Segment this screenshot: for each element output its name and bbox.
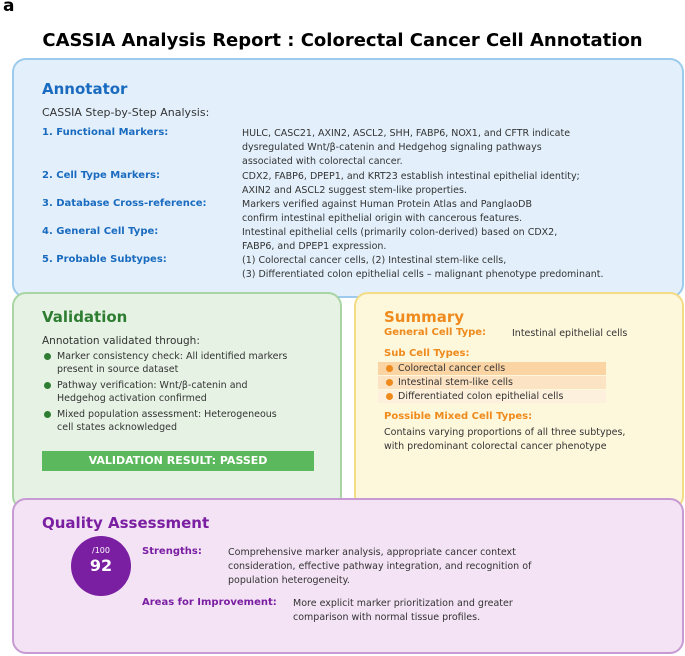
- mixed-cell-types-label: Possible Mixed Cell Types:: [384, 411, 533, 422]
- step-text-4: Intestinal epithelial cells (primarily colon-derived) based on CDX2, FABP6, and DPEP1 expression.: [242, 227, 558, 252]
- bullet-dot-icon: [44, 353, 51, 360]
- general-cell-type-value: Intestinal epithelial cells: [512, 328, 628, 339]
- step-text-1: HULC, CASC21, AXIN2, ASCL2, SHH, FABP6, NOX1, and CFTR indicate dysregulated Wnt/β-catenin and Hedgehog signaling pathways associated with colorectal cancer.: [242, 128, 571, 167]
- panel-label: a: [3, 0, 15, 16]
- bullet-dot-icon: [386, 365, 393, 372]
- step-text-5: (1) Colorectal cancer cells, (2) Intestinal stem-like cells, (3) Differentiated colon epithelial cells – malignant phenotype predominant.: [242, 255, 604, 280]
- step-label-2: 2. Cell Type Markers:: [42, 170, 160, 181]
- step-label-3: 3. Database Cross-reference:: [42, 198, 207, 209]
- quality-title: Quality Assessment: [42, 514, 210, 532]
- validation-item: Pathway verification: Wnt/β-catenin and Hedgehog activation confirmed: [44, 379, 324, 405]
- step-label-5: 5. Probable Subtypes:: [42, 254, 167, 265]
- summary-title: Summary: [384, 308, 465, 326]
- bullet-dot-icon: [386, 393, 393, 400]
- step-label-1: 1. Functional Markers:: [42, 127, 169, 138]
- bullet-dot-icon: [44, 382, 51, 389]
- strengths-label: Strengths:: [142, 546, 202, 557]
- annotator-card: [12, 58, 684, 298]
- score-value: 92: [89, 556, 113, 575]
- mixed-cell-types-text: Contains varying proportions of all three subtypes, with predominant colorectal cancer phenotype: [384, 427, 626, 452]
- improvement-label: Areas for Improvement:: [142, 597, 277, 608]
- sub-cell-types-label: Sub Cell Types:: [384, 348, 470, 359]
- annotator-subtitle: CASSIA Step-by-Step Analysis:: [42, 106, 210, 119]
- sub-type-item: Intestinal stem-like cells: [378, 376, 606, 389]
- summary-card: [354, 292, 684, 510]
- general-cell-type-label: General Cell Type:: [384, 327, 487, 338]
- validation-intro: Annotation validated through:: [42, 335, 200, 347]
- score-max: /100: [92, 546, 110, 555]
- annotator-title: Annotator: [42, 80, 128, 98]
- validation-title: Validation: [42, 308, 128, 326]
- step-text-3: Markers verified against Human Protein Atlas and PanglaoDB confirm intestinal epithelial origin with cancerous features.: [242, 199, 532, 224]
- bullet-dot-icon: [386, 379, 393, 386]
- validation-result-badge: VALIDATION RESULT: PASSED: [42, 451, 314, 471]
- step-label-4: 4. General Cell Type:: [42, 226, 159, 237]
- report-title: CASSIA Analysis Report : Colorectal Cancer Cell Annotation: [42, 30, 643, 51]
- score-circle: [71, 536, 131, 596]
- sub-type-item: Colorectal cancer cells: [378, 362, 606, 375]
- improvement-text: More explicit marker prioritization and greater comparison with normal tissue profiles.: [293, 598, 513, 623]
- quality-card: [12, 498, 684, 654]
- step-text-2: CDX2, FABP6, DPEP1, and KRT23 establish intestinal epithelial identity; AXIN2 and ASCL2 suggest stem-like properties.: [242, 171, 580, 196]
- validation-item: Marker consistency check: All identified markers present in source dataset: [44, 350, 324, 376]
- strengths-text: Comprehensive marker analysis, appropriate cancer context consideration, effective pathway integration, and recognition of population heterogeneity.: [228, 547, 532, 586]
- sub-type-item: Differentiated colon epithelial cells: [378, 390, 606, 403]
- validation-item: Mixed population assessment: Heterogeneous cell states acknowledged: [44, 408, 324, 434]
- bullet-dot-icon: [44, 411, 51, 418]
- validation-card: [12, 292, 342, 510]
